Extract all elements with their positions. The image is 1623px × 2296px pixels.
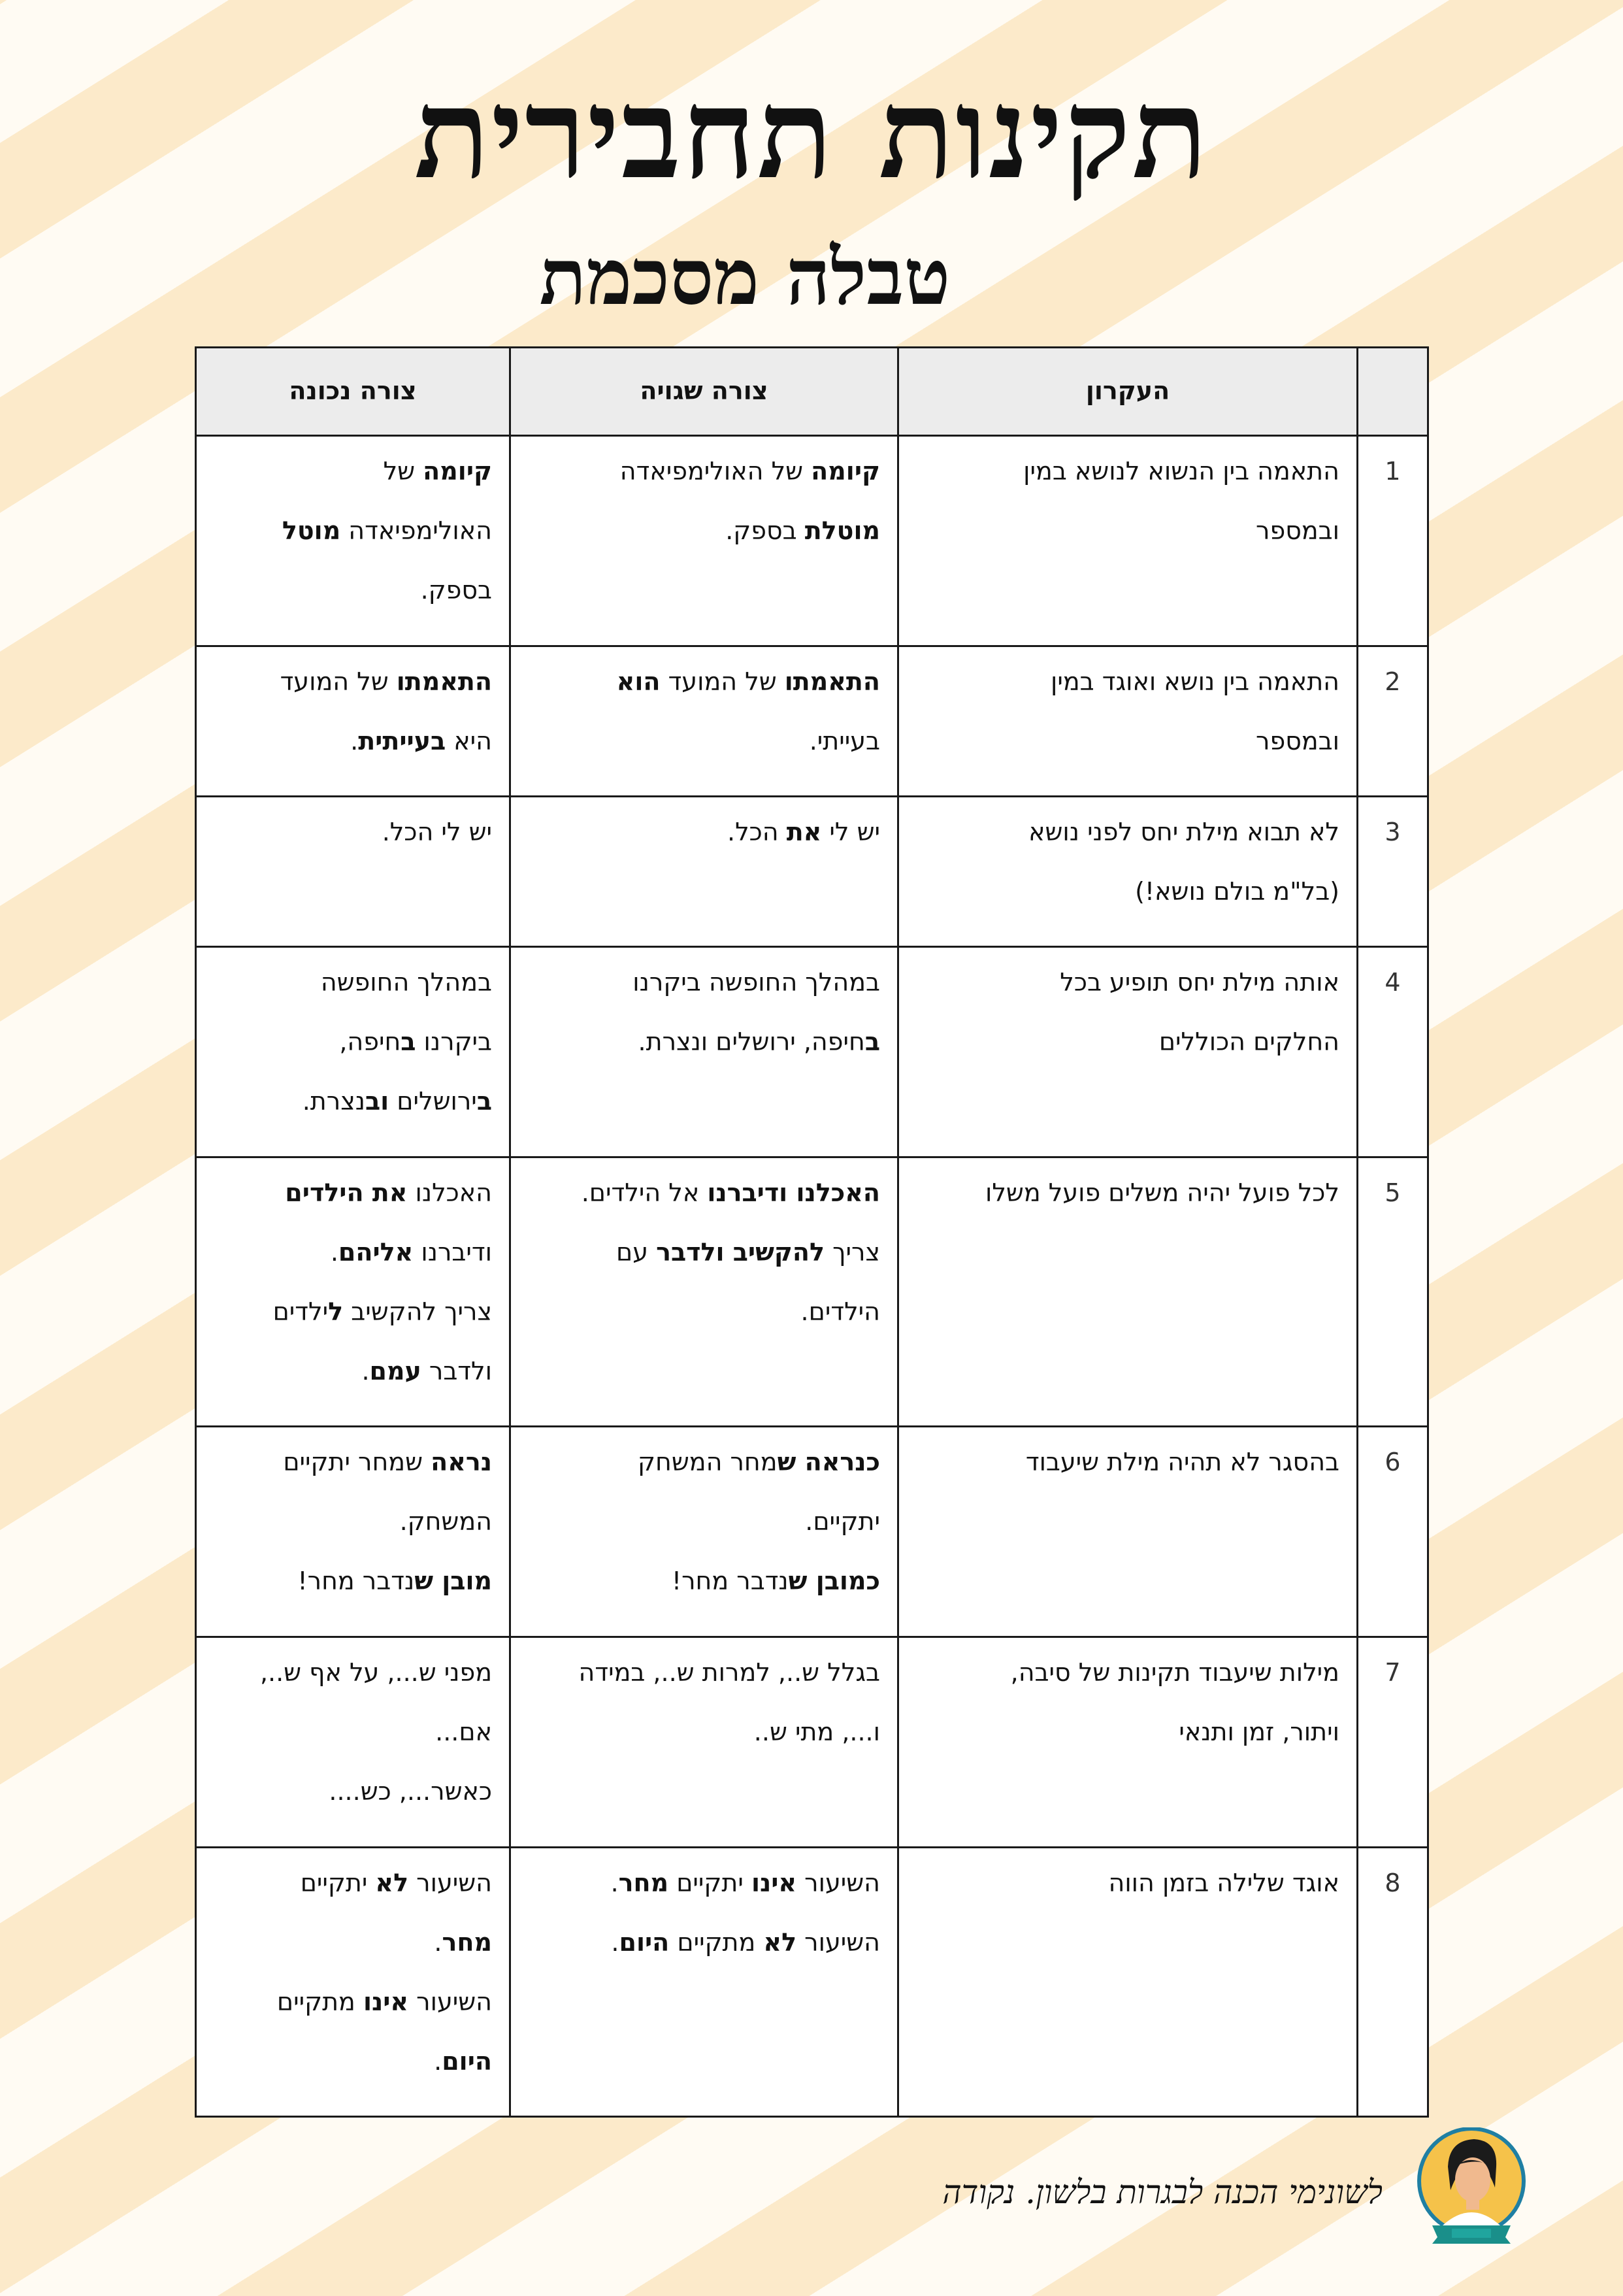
- cell-line: קיומה של האולימפיאדה: [619, 457, 880, 486]
- table-row: [196, 646, 1428, 797]
- cell-line: האולימפיאדה מוטל: [282, 516, 492, 545]
- footer-text: לשונימי הכנה לבגרות בלשון. נקודה: [942, 2173, 1383, 2211]
- table-row: [196, 1637, 1428, 1848]
- header-principle: העקרון: [898, 348, 1358, 436]
- cell-line: התאמה בין נושא ואוגד במין: [1050, 667, 1339, 696]
- cell-line: מוטלת בספק.: [725, 516, 880, 545]
- cell-line: כמובן שנדבר מחר!: [671, 1567, 880, 1595]
- principle-cell: [898, 1157, 1358, 1427]
- wrong-form-cell: [510, 947, 898, 1157]
- cell-line: במהלך החופשה: [320, 968, 492, 997]
- row-number: 4: [1358, 947, 1428, 1157]
- cell-line: היום.: [434, 2047, 492, 2076]
- table-row: [196, 947, 1428, 1157]
- cell-line: החלקים הכוללים: [1158, 1027, 1339, 1056]
- principle-cell: [898, 1848, 1358, 2117]
- correct-form-cell: [196, 947, 510, 1157]
- cell-line: הילדים.: [800, 1297, 880, 1326]
- row-number: 3: [1358, 797, 1428, 947]
- cell-line: אותה מילת יחס תופיע בכל: [1060, 968, 1339, 997]
- row-number: 8: [1358, 1848, 1428, 2117]
- row-number: 1: [1358, 436, 1428, 646]
- cell-line: ויתור, זמן ותנאי: [1179, 1718, 1339, 1746]
- wrong-form-cell: [510, 1157, 898, 1427]
- cell-line: במהלך החופשה ביקרנו: [632, 968, 880, 997]
- cell-line: ביקרנו בחיפה,: [339, 1027, 492, 1056]
- cell-line: השיעור לא יתקיים: [300, 1869, 492, 1897]
- cell-line: האכלנו את הילדים: [285, 1178, 492, 1207]
- principle-cell: [898, 947, 1358, 1157]
- cell-line: אוגד שלילה בזמן הווה: [1108, 1869, 1339, 1897]
- table-row: [196, 1848, 1428, 2117]
- correct-form-cell: [196, 1848, 510, 2117]
- cell-line: מילות שיעבוד תקינות של סיבה,: [1010, 1658, 1339, 1687]
- woman-avatar-logo-icon: [1414, 2127, 1529, 2249]
- correct-form-cell: [196, 797, 510, 947]
- header-wrong-form: צורה שגויה: [510, 348, 898, 436]
- row-number: 5: [1358, 1157, 1428, 1427]
- table-row: [196, 1157, 1428, 1427]
- cell-line: נראה שמחר יתקיים: [283, 1448, 492, 1476]
- correct-form-cell: [196, 646, 510, 797]
- cell-line: ו..., מתי ש..: [753, 1718, 880, 1746]
- wrong-form-cell: [510, 1637, 898, 1848]
- cell-line: ודיברנו אליהם.: [330, 1238, 492, 1267]
- wrong-form-cell: [510, 646, 898, 797]
- principle-cell: [898, 1427, 1358, 1637]
- wrong-form-cell: [510, 797, 898, 947]
- cell-line: התאמה בין הנשוא לנושא במין: [1023, 457, 1339, 486]
- correct-form-cell: [196, 1157, 510, 1427]
- cell-line: כנראה שמחר המשחק: [638, 1448, 880, 1476]
- correct-form-cell: [196, 1637, 510, 1848]
- cell-line: מפני ש..., על אף ש..,: [259, 1658, 492, 1687]
- cell-line: אם...: [435, 1718, 492, 1746]
- cell-line: ובמספר: [1256, 516, 1339, 545]
- correct-form-cell: [196, 436, 510, 646]
- cell-line: בספק.: [420, 576, 492, 605]
- cell-line: השיעור אינו יתקיים מחר.: [610, 1869, 880, 1897]
- cell-line: יש לי את הכל.: [727, 818, 880, 846]
- table-body: [196, 436, 1428, 2117]
- cell-line: היא בעייתית.: [350, 727, 492, 756]
- cell-line: המשחק.: [399, 1507, 492, 1536]
- cell-line: השיעור לא מתקיים היום.: [611, 1928, 880, 1957]
- cell-line: צריך להקשיב לילדים: [272, 1297, 492, 1326]
- principle-cell: [898, 646, 1358, 797]
- header-number: [1358, 348, 1428, 436]
- cell-line: יש לי הכל.: [382, 818, 492, 846]
- principle-cell: [898, 1637, 1358, 1848]
- cell-line: התאמתו של המועד הוא: [616, 667, 880, 696]
- page-subtitle: טבלה מסכמת: [539, 231, 951, 322]
- cell-line: בחיפה, ירושלים ונצרת.: [638, 1027, 880, 1056]
- cell-line: בעייתי.: [809, 727, 880, 756]
- header-correct-form: צורה נכונה: [196, 348, 510, 436]
- cell-line: התאמתו של המועד: [280, 667, 492, 696]
- cell-line: האכלנו ודיברנו אל הילדים.: [581, 1178, 880, 1207]
- table-row: [196, 1427, 1428, 1637]
- row-number: 7: [1358, 1637, 1428, 1848]
- summary-table: [195, 346, 1429, 2118]
- wrong-form-cell: [510, 436, 898, 646]
- cell-line: בהסגר לא תהיה מילת שיעבוד: [1025, 1448, 1339, 1476]
- correct-form-cell: [196, 1427, 510, 1637]
- cell-line: השיעור אינו מתקיים: [276, 1988, 492, 2016]
- cell-line: ולדבר עמם.: [361, 1357, 492, 1386]
- cell-line: מובן שנדבר מחר!: [297, 1567, 492, 1595]
- table-header-row: [196, 348, 1428, 436]
- cell-line: מחר.: [434, 1928, 492, 1957]
- cell-line: (בל"מ בולם נושא!): [1135, 877, 1339, 906]
- cell-line: לא תבוא מילת יחס לפני נושא: [1028, 818, 1339, 846]
- table-row: [196, 797, 1428, 947]
- cell-line: קיומה של: [383, 457, 492, 486]
- table-row: [196, 436, 1428, 646]
- principle-cell: [898, 436, 1358, 646]
- cell-line: בירושלים ובנצרת.: [302, 1087, 492, 1116]
- wrong-form-cell: [510, 1848, 898, 2117]
- cell-line: צריך להקשיב ולדבר עם: [616, 1238, 880, 1267]
- cell-line: כאשר..., כש....: [329, 1777, 492, 1806]
- cell-line: ובמספר: [1256, 727, 1339, 756]
- page-title: תקינות תחבירית: [414, 61, 1209, 207]
- cell-line: יתקיים.: [805, 1507, 880, 1536]
- row-number: 6: [1358, 1427, 1428, 1637]
- wrong-form-cell: [510, 1427, 898, 1637]
- cell-line: בגלל ש.., למרות ש.., במידה: [578, 1658, 880, 1687]
- row-number: 2: [1358, 646, 1428, 797]
- principle-cell: [898, 797, 1358, 947]
- cell-line: לכל פועל יהיה משלים פועל משלו: [985, 1178, 1339, 1207]
